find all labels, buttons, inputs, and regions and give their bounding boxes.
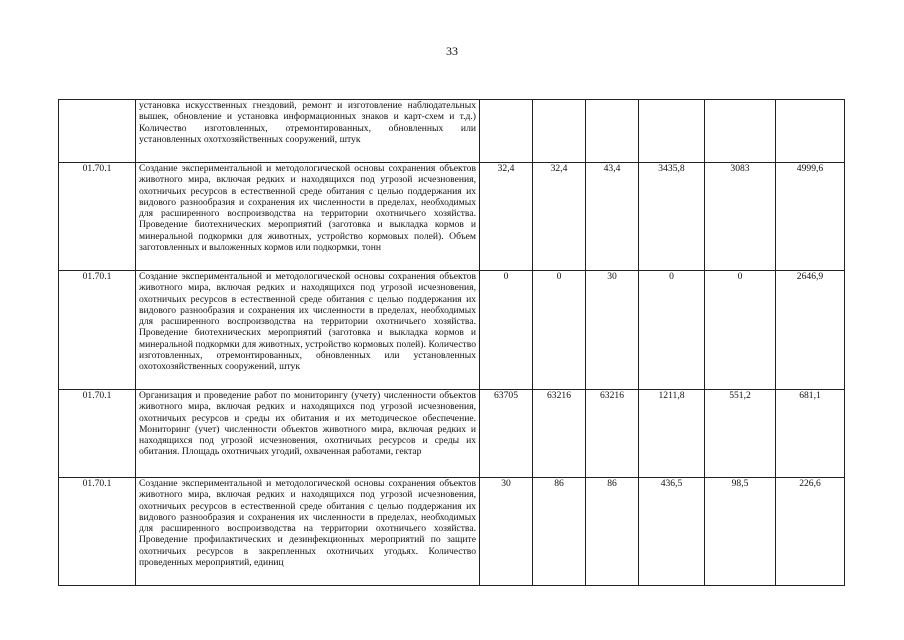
value-cell: 1211,8 bbox=[639, 390, 705, 478]
table-row bbox=[59, 271, 845, 390]
value-cell bbox=[480, 100, 533, 163]
value-cell: 0 bbox=[480, 271, 533, 390]
value-cell: 436,5 bbox=[639, 478, 705, 586]
value-cell: 32,4 bbox=[480, 163, 533, 271]
value-cell: 2646,9 bbox=[776, 271, 845, 390]
value-cell bbox=[639, 100, 705, 163]
activity-description: Создание экспериментальной и методологической основы сохранения объектов животного мира, включая редких и находящихся под угрозой исчезновения, охотничьих ресурсов в естественной среде обитания с целью поддержания их видового разнообразия и сохранения их численности в пределах, необходимых для расширенного воспроизводства на территории охотничьего хозяйства. Проведение профилактических и дезинфекционных мероприятий по защите охотничьих ресурсов в закрепленных охотничьих угодьях. Количество проведенных мероприятий, единиц bbox=[136, 478, 480, 586]
activity-code: 01.70.1 bbox=[59, 478, 136, 586]
value-cell: 63216 bbox=[533, 390, 586, 478]
value-cell: 63705 bbox=[480, 390, 533, 478]
table-row bbox=[59, 163, 845, 271]
value-cell: 98,5 bbox=[705, 478, 776, 586]
value-cell bbox=[533, 100, 586, 163]
activity-code: 01.70.1 bbox=[59, 390, 136, 478]
table-row bbox=[59, 478, 845, 586]
value-cell: 226,6 bbox=[776, 478, 845, 586]
activity-description: Создание экспериментальной и методологической основы сохранения объектов животного мира, включая редких и находящихся под угрозой исчезновения, охотничьих ресурсов в естественной среде обитания с целью поддержания их видового разнообразия и сохранения их численности в пределах, необходимых для расширенного воспроизводства на территории охотничьего хозяйства. Проведение биотехнических мероприятий (заготовка и выкладка кормов и минеральной подкормки для животных, устройство кормовых полей). Объем заготовленных и выложенных кормов или подкормки, тонн bbox=[136, 163, 480, 271]
value-cell: 63216 bbox=[586, 390, 639, 478]
value-cell: 0 bbox=[639, 271, 705, 390]
value-cell: 30 bbox=[480, 478, 533, 586]
value-cell bbox=[776, 100, 845, 163]
value-cell: 3083 bbox=[705, 163, 776, 271]
data-table bbox=[58, 99, 845, 586]
activity-code: 01.70.1 bbox=[59, 163, 136, 271]
value-cell: 681,1 bbox=[776, 390, 845, 478]
value-cell: 43,4 bbox=[586, 163, 639, 271]
activity-description: установка искусственных гнездовий, ремонт и изготовление наблюдательных вышек, обновление и установка информационных знаков и карт-схем и т.д.) Количество изготовленных, отремонтированных, обновленных или установленных охотхозяйственных сооружений, штук bbox=[136, 100, 480, 163]
value-cell: 86 bbox=[586, 478, 639, 586]
value-cell: 3435,8 bbox=[639, 163, 705, 271]
value-cell: 0 bbox=[533, 271, 586, 390]
value-cell bbox=[586, 100, 639, 163]
value-cell: 4999,6 bbox=[776, 163, 845, 271]
table-row bbox=[59, 100, 845, 163]
table-row bbox=[59, 390, 845, 478]
page-number: 33 bbox=[446, 44, 458, 58]
value-cell: 0 bbox=[705, 271, 776, 390]
value-cell bbox=[705, 100, 776, 163]
activity-code bbox=[59, 100, 136, 163]
activity-code: 01.70.1 bbox=[59, 271, 136, 390]
value-cell: 551,2 bbox=[705, 390, 776, 478]
activity-description: Создание экспериментальной и методологической основы сохранения объектов животного мира, включая редких и находящихся под угрозой исчезновения, охотничьих ресурсов в естественной среде обитания с целью поддержания их видового разнообразия и сохранения их численности в пределах, необходимых для расширенного воспроизводства на территории охотничьего хозяйства. Проведение биотехнических мероприятий (заготовка и выкладка кормов и минеральной подкормки для животных, устройство кормовых полей). Количество изготовленных, отремонтированных, обновленных или установленных охотохозяйственных сооружений, штук bbox=[136, 271, 480, 390]
activity-description: Организация и проведение работ по мониторингу (учету) численности объектов животного мира, включая редких и находящихся под угрозой исчезновения, охотничьих ресурсов и среды их обитания и их методическое обеспечение. Мониторинг (учет) численности объектов животного мира, включая редких и находящихся под угрозой исчезновения, охотничьих ресурсов и среды их обитания. Площадь охотничьих угодий, охваченная работами, гектар bbox=[136, 390, 480, 478]
value-cell: 30 bbox=[586, 271, 639, 390]
value-cell: 32,4 bbox=[533, 163, 586, 271]
value-cell: 86 bbox=[533, 478, 586, 586]
